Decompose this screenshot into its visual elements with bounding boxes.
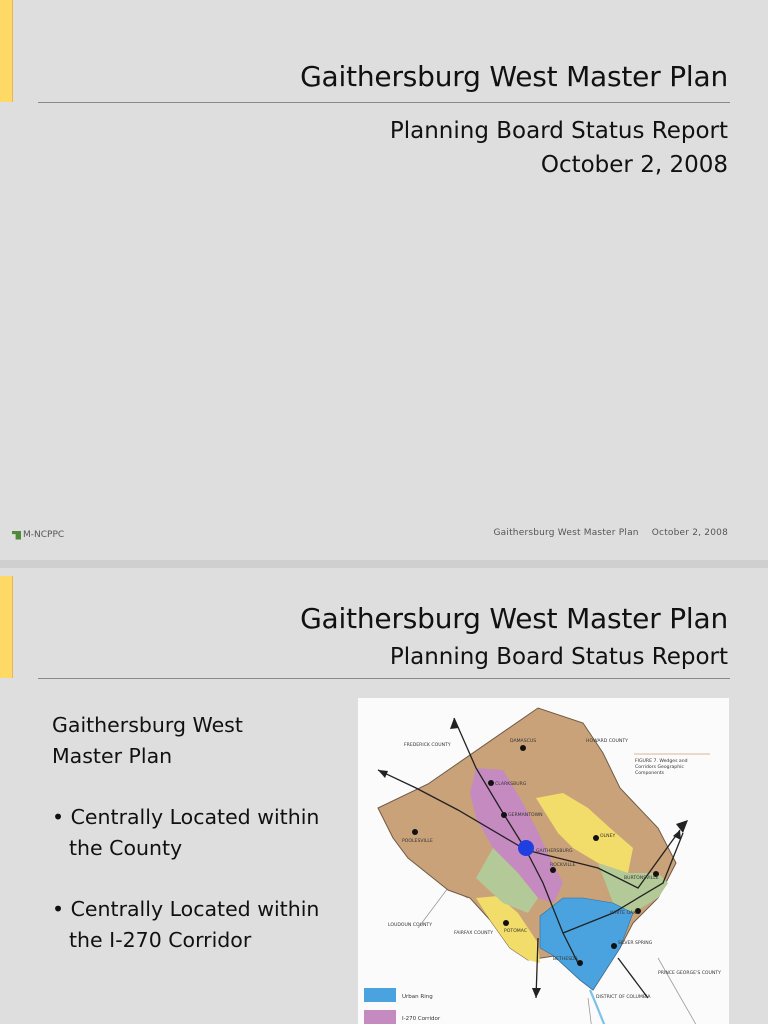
bullet-item xyxy=(52,894,342,956)
legend-swatch xyxy=(364,1010,396,1024)
slide-accent-bar xyxy=(0,0,13,102)
boundary-line xyxy=(658,958,698,1024)
county-map xyxy=(358,698,729,1024)
map-label: GERMANTOWN xyxy=(508,813,543,818)
intro-text xyxy=(52,710,342,772)
map-label: DISTRICT OF COLUMBIA xyxy=(596,995,651,1000)
map-label: FAIRFAX COUNTY xyxy=(454,931,494,936)
intro-line: Gaithersburg West xyxy=(52,713,243,737)
map-label: BETHESDA xyxy=(553,957,578,962)
footer-date: October 2, 2008 xyxy=(651,528,728,538)
arrow-icon xyxy=(532,988,541,998)
caption-line: Components xyxy=(635,771,665,776)
figure-caption xyxy=(635,758,688,776)
town-dot xyxy=(501,812,507,818)
slide-title: Gaithersburg West Master Plan xyxy=(300,602,728,635)
map-label: PRINCE GEORGE'S COUNTY xyxy=(658,971,721,976)
slide-subtitle xyxy=(390,114,728,182)
map-label: POTOMAC xyxy=(504,929,528,934)
bullet-line: the County xyxy=(69,836,183,860)
arrow-icon xyxy=(676,820,688,833)
town-dot xyxy=(412,829,418,835)
legend-label: Urban Ring xyxy=(402,994,433,1000)
map-label: CLARKSBURG xyxy=(495,782,527,787)
map-label: DAMASCUS xyxy=(510,739,537,744)
county-map-graphic xyxy=(358,698,729,1024)
map-label: ROCKVILLE xyxy=(550,863,576,868)
title-divider xyxy=(38,102,730,103)
map-label: POOLESVILLE xyxy=(402,839,433,844)
town-dot xyxy=(577,960,583,966)
map-label: LOUDOUN COUNTY xyxy=(388,923,433,928)
gaithersburg-marker xyxy=(518,840,534,856)
map-label: BURTONSVILLE xyxy=(624,876,659,881)
footer-logo-text: M-NCPPC xyxy=(23,530,65,540)
map-label: WHITE OAK xyxy=(610,911,637,916)
bullet-line: • Centrally Located within xyxy=(52,897,320,921)
map-label: SILVER SPRING xyxy=(618,941,653,946)
map-label: HOWARD COUNTY xyxy=(586,739,628,744)
title-divider xyxy=(38,678,730,679)
footer-logo xyxy=(12,530,64,540)
content-slide xyxy=(0,568,768,1024)
slide-separator xyxy=(0,560,768,568)
map-legend xyxy=(364,988,441,1024)
town-dot xyxy=(520,745,526,751)
caption-line: FIGURE 7. Wedges and xyxy=(635,759,688,764)
map-label: GAITHERSBURG xyxy=(536,849,573,854)
map-label: OLNEY xyxy=(600,834,616,839)
town-dot xyxy=(503,920,509,926)
town-dot xyxy=(611,943,617,949)
footer-info xyxy=(493,528,728,538)
arrow-icon xyxy=(378,770,388,778)
subtitle-report: Planning Board Status Report xyxy=(389,118,728,144)
intro-line: Master Plan xyxy=(52,744,173,768)
legend-swatch xyxy=(364,988,396,1002)
slide-title: Gaithersburg West Master Plan xyxy=(300,60,728,93)
subtitle-date: October 2, 2008 xyxy=(540,152,728,178)
town-dot xyxy=(488,780,494,786)
legend-label: I-270 Corridor xyxy=(402,1016,441,1022)
footer-title: Gaithersburg West Master Plan xyxy=(493,528,639,538)
road-line xyxy=(618,958,648,998)
bullet-item xyxy=(52,802,342,864)
town-dot xyxy=(593,835,599,841)
caption-line: Corridors Geographic xyxy=(635,765,684,770)
map-label: FREDERICK COUNTY xyxy=(404,743,451,748)
bullet-line: • Centrally Located within xyxy=(52,805,320,829)
bullet-line: the I-270 Corridor xyxy=(69,928,252,952)
slide-body-text xyxy=(52,710,342,956)
slide-subtitle: Planning Board Status Report xyxy=(389,644,728,670)
slide-accent-bar xyxy=(0,576,13,678)
boundary-line xyxy=(588,998,593,1024)
arrow-icon xyxy=(450,718,459,729)
mncppc-logo-icon xyxy=(12,531,21,540)
